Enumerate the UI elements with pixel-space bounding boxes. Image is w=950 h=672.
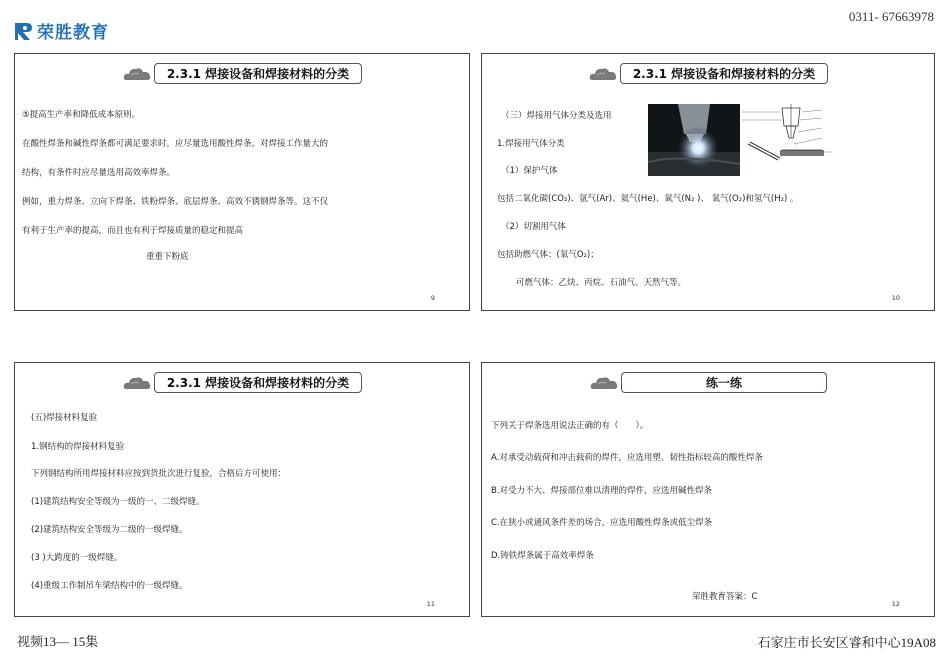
slide-title: 2.3.1 焊接设备和焊接材料的分类 xyxy=(620,63,828,84)
cloud-icon xyxy=(589,373,619,393)
slide-text-line: 包括二氧化碳(CO₂)、氩气(Ar)、氦气(He)、氮气(N₂ )、 氧气(O₂)和氢气(H₂) 。 xyxy=(497,194,799,204)
slide-header xyxy=(482,63,934,84)
slide-title: 2.3.1 焊接设备和焊接材料的分类 xyxy=(154,63,362,84)
brand-name: 荣胜教育 xyxy=(37,23,109,43)
slide-text-line: 下列钢结构所用焊接材料应按到货批次进行复验，合格后方可使用： xyxy=(31,469,287,479)
slide-11 xyxy=(14,362,470,617)
slide-text-line: (3 )大跨度的一级焊缝。 xyxy=(31,553,123,563)
option-b: B.对受力不大、焊接部位难以清理的焊件，应选用碱性焊条 xyxy=(491,486,713,496)
slide-text-line: 可燃气体：乙炔、丙烷、石油气、天然气等。 xyxy=(516,278,687,288)
slide-text-line: ⑤提高生产率和降低成本原则。 xyxy=(22,110,141,120)
welding-diagram xyxy=(742,104,844,176)
slide-text-line: 1.焊接用气体分类 xyxy=(497,139,565,149)
welding-photo-image xyxy=(648,104,740,176)
slide-text-line: (1)建筑结构安全等级为一级的一、二级焊缝。 xyxy=(31,497,205,507)
page-number: 12 xyxy=(891,600,900,608)
slide-text-line: 有利于生产率的提高，而且也有利于焊接质量的稳定和提高 xyxy=(22,226,244,236)
answer-text: 荣胜教育答案：C xyxy=(692,592,758,602)
slide-text-line: (4)重级工作制吊车梁结构中的一级焊缝。 xyxy=(31,581,188,591)
cloud-icon xyxy=(588,64,618,84)
page-number: 9 xyxy=(430,294,435,302)
footer-address: 石家庄市长安区睿和中心19A08 xyxy=(757,635,936,650)
slide-9 xyxy=(14,53,470,311)
slide-text-line: 重重下粉底 xyxy=(146,252,189,262)
option-d: D.铸铁焊条属于高效率焊条 xyxy=(491,551,594,561)
slide-text-line: 包括助燃气体：(氧气O₂)； xyxy=(497,250,599,260)
footer-video-range: 视频13— 15集 xyxy=(17,634,99,649)
brand-logo-icon xyxy=(12,20,34,42)
slide-text-line: 例如，重力焊条、立向下焊条、铁粉焊条、底层焊条、高效不锈钢焊条等。这不仅 xyxy=(22,197,329,207)
slide-header xyxy=(482,372,934,393)
cloud-icon xyxy=(122,64,152,84)
page-number: 10 xyxy=(891,294,900,302)
cloud-icon xyxy=(122,373,152,393)
option-c: C.在狭小或通风条件差的场合，应选用酸性焊条或低尘焊条 xyxy=(491,518,713,528)
slide-12 xyxy=(481,362,935,617)
slide-text-line: （2）切割用气体 xyxy=(501,222,566,232)
contact-phone: 0311- 67663978 xyxy=(848,9,934,24)
slide-text-line: （三）焊接用气体分类及选用 xyxy=(501,111,612,121)
page-number: 11 xyxy=(426,600,435,608)
slide-header xyxy=(15,372,469,393)
slide-10 xyxy=(481,53,935,311)
brand-logo xyxy=(12,18,109,43)
slide-header xyxy=(15,63,469,84)
slide-text-line: 1.钢结构的焊接材料复验 xyxy=(31,442,125,452)
slide-text-line: 结构，有条件时应尽量选用高效率焊条。 xyxy=(22,168,176,178)
slide-text-line: (2)建筑结构安全等级为二级的一级焊缝。 xyxy=(31,525,188,535)
slide-text-line: 在酸性焊条和碱性焊条都可满足要求时，应尽量选用酸性焊条。对焊接工作量大的 xyxy=(22,139,329,149)
slide-text-line: (五)焊接材料复验 xyxy=(31,413,98,423)
option-a: A.对承受动载荷和冲击载荷的焊件，应选用塑、韧性指标较高的酸性焊条 xyxy=(491,453,763,463)
slide-title: 练一练 xyxy=(621,372,827,393)
slide-text-line: （1）保护气体 xyxy=(501,166,558,176)
slide-title: 2.3.1 焊接设备和焊接材料的分类 xyxy=(154,372,362,393)
question-text: 下列关于焊条选用说法正确的有（ ）。 xyxy=(491,421,649,431)
